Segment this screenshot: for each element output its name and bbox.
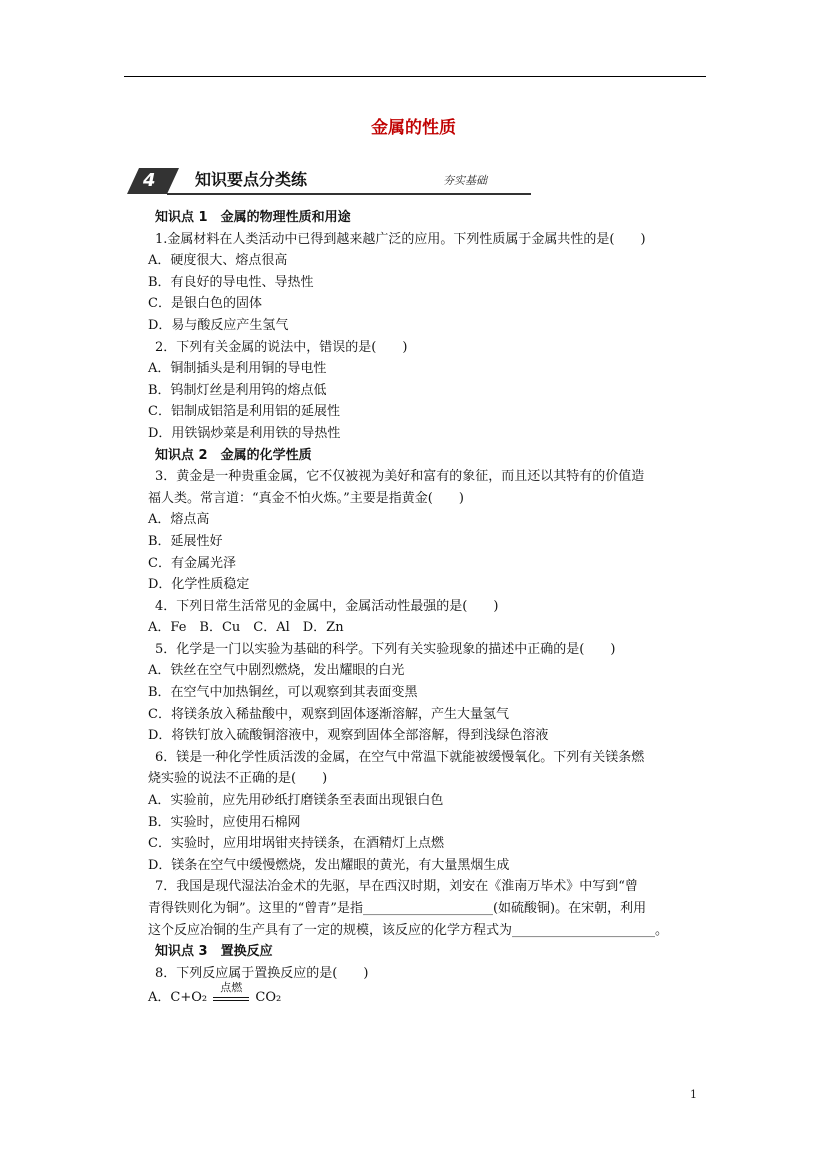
question-continuation: 福人类。常言道：“真金不怕火炼。”主要是指黄金( ) [148,490,464,506]
option-line: D．镁条在空气中缓慢燃烧，发出耀眼的黄光，有大量黑烟生成 [148,857,510,873]
option-line: B．在空气中加热铜丝，可以观察到其表面变黑 [148,685,418,701]
reaction-condition: 点燃 [220,980,243,994]
banner-underline [167,193,531,195]
equals-bar-bottom [213,1000,249,1001]
page-number: 1 [690,1088,697,1101]
option-line: C．铝制成铝箔是利用铝的延展性 [148,404,340,420]
formula-prefix: A．C+O₂ [148,990,208,1006]
option-line: A．Fe B．Cu C．Al D．Zn [148,620,344,636]
section-heading: 知识点 1 金属的物理性质和用途 [155,210,351,225]
question-line: 6．镁是一种化学性质活泼的金属，在空气中常温下就能被缓慢氧化。下列有关镁条燃 [155,749,645,765]
reaction-arrow [213,980,249,1008]
section-heading: 知识点 2 金属的化学性质 [155,447,312,463]
option-line: A．熔点高 [148,512,210,528]
banner-number: 4 [143,170,156,191]
document-body [148,207,708,1012]
question-continuation: 这个反应冶铜的生产具有了一定的规模，该反应的化学方程式为______________________。 [148,922,669,938]
option-line: B．延展性好 [148,533,223,549]
question-line: 7．我国是现代湿法冶金术的先驱，早在西汉时期，刘安在《淮南万毕术》中写到“曾 [155,879,638,895]
question-line: 8．下列反应属于置换反应的是( ) [155,965,369,981]
question-line: 5．化学是一门以实验为基础的科学。下列有关实验现象的描述中正确的是( ) [155,641,616,657]
option-line: C．是银白色的固体 [148,296,262,312]
formula-product: CO₂ [255,990,282,1006]
option-line: C．有金属光泽 [148,555,236,571]
option-line: B．有良好的导电性、导热性 [148,274,314,290]
question-continuation: 烧实验的说法不正确的是( ) [148,771,328,787]
option-line: D．化学性质稳定 [148,577,250,593]
option-line: D．用铁锅炒菜是利用铁的导热性 [148,425,341,441]
header-rule [124,76,706,77]
option-line: D．将铁钉放入硫酸铜溶液中，观察到固体全部溶解，得到浅绿色溶液 [148,728,549,744]
option-line: B．钨制灯丝是利用钨的熔点低 [148,382,327,398]
question-line: 3．黄金是一种贵重金属，它不仅被视为美好和富有的象征，而且还以其特有的价值造 [155,469,645,485]
formula-line [148,980,708,1012]
question-line: 2．下列有关金属的说法中，错误的是( ) [155,339,408,355]
question-line: 4．下列日常生活常见的金属中，金属活动性最强的是( ) [155,598,499,614]
question-line: 1.金属材料在人类活动中已得到越来越广泛的应用。下列性质属于金属共性的是( ) [155,231,646,247]
option-line: A．铜制插头是利用铜的导电性 [148,361,327,377]
option-line: C．将镁条放入稀盐酸中，观察到固体逐渐溶解，产生大量氢气 [148,706,509,722]
option-line: B．实验时，应使用石棉网 [148,814,301,830]
option-line: C．实验时，应用坩埚钳夹持镁条，在酒精灯上点燃 [148,836,444,852]
question-continuation: 青得铁则化为铜”。这里的“曾青”是指____________________(如硫酸铜)。在宋朝，利用 [148,901,647,916]
banner-title: 知识要点分类练 [195,170,308,189]
option-line: A．实验前，应先用砂纸打磨镁条至表面出现银白色 [148,793,444,809]
section-heading: 知识点 3 置换反应 [155,944,273,960]
option-line: A．铁丝在空气中剧烈燃烧，发出耀眼的白光 [148,663,405,679]
equals-bar-top [213,997,249,998]
section-banner [127,160,531,200]
banner-subtitle: 夯实基础 [443,174,487,187]
page-title: 金属的性质 [371,118,456,138]
option-line: A．硬度很大、熔点很高 [148,253,288,269]
option-line: D．易与酸反应产生氢气 [148,317,289,333]
